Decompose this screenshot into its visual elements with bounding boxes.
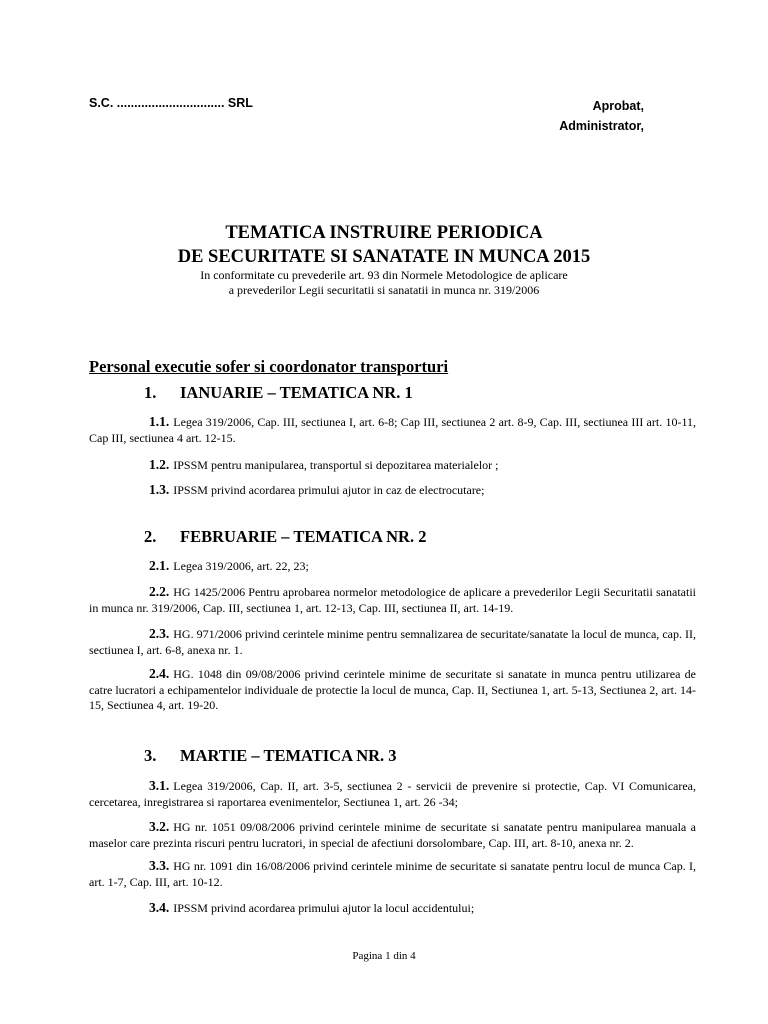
item-number: 3.4. (149, 900, 170, 915)
list-item (89, 482, 696, 499)
list-item (89, 626, 696, 658)
list-item (89, 778, 696, 810)
month-heading-ianuarie (144, 383, 413, 403)
list-item (89, 558, 696, 575)
list-item (89, 900, 696, 917)
month-number: 1. (144, 383, 157, 402)
month-title: IANUARIE – TEMATICA NR. 1 (180, 383, 413, 402)
list-item (89, 457, 696, 474)
item-text: IPSSM privind acordarea primului ajutor la locul accidentului; (173, 901, 475, 915)
item-number: 2.2. (149, 584, 170, 599)
list-item (89, 414, 696, 446)
item-number: 3.3. (149, 858, 170, 873)
item-text: Legea 319/2006, Cap. II, art. 3-5, sectiunea 2 - servicii de prevenire si protectie, Cap. VI Comunicarea, cercetarea, inregistrarea si raportarea evenimentelor, Sectiunea 1, art. 26 -34; (89, 779, 696, 809)
company-name: S.C. ............................... SRL (89, 96, 253, 110)
month-number: 2. (144, 527, 157, 546)
month-heading-februarie (144, 527, 426, 547)
approval-block (559, 96, 644, 136)
item-text: HG nr. 1051 09/08/2006 privind cerintele minime de securitate si sanatate pentru manipularea manuala a maselor care prezinta riscuri pentru lucratori, in special de afectiuni dorsolombare, Cap. III, art. 8-10, anexa nr. 2. (89, 820, 696, 850)
item-number: 2.1. (149, 558, 170, 573)
item-number: 3.1. (149, 778, 170, 793)
item-text: HG. 971/2006 privind cerintele minime pentru semnalizarea de securitate/sanatate la locul de munca, cap. II, sectiunea I, art. 6-8, anexa nr. 1. (89, 627, 696, 657)
item-text: HG 1425/2006 Pentru aprobarea normelor metodologice de aplicare a prevederilor Legii Securitatii sanatatii in munca nr. 319/2006, Cap. III, sectiunea 1, art. 12-13, Cap. III, sectiunea II, art. 14-19. (89, 585, 696, 615)
item-number: 3.2. (149, 819, 170, 834)
item-text: IPSSM pentru manipularea, transportul si depozitarea materialelor ; (173, 458, 499, 472)
item-number: 2.3. (149, 626, 170, 641)
item-number: 1.3. (149, 482, 170, 497)
item-text: Legea 319/2006, art. 22, 23; (173, 559, 309, 573)
document-subtitle: In conformitate cu prevederile art. 93 din Normele Metodologice de aplicare a prevederilor Legii securitatii si sanatatii in munca nr. 319/2006 (200, 268, 568, 297)
administrator-label: Administrator, (559, 119, 644, 133)
item-number: 1.2. (149, 457, 170, 472)
month-heading-martie (144, 746, 397, 766)
section-heading: Personal executie sofer si coordonator transporturi (89, 357, 449, 376)
item-text: HG nr. 1091 din 16/08/2006 privind cerintele minime de securitate si sanatate pentru locul de munca Cap. I, art. 1-7, Cap. III, art. 10-12. (89, 859, 696, 889)
page-footer: Pagina 1 din 4 (352, 950, 416, 962)
approved-label: Aprobat, (592, 99, 644, 113)
document-title-line2: DE SECURITATE SI SANATATE IN MUNCA 2015 (177, 247, 591, 267)
list-item (89, 666, 696, 714)
document-title-line1: TEMATICA INSTRUIRE PERIODICA (225, 223, 543, 243)
list-item (89, 858, 696, 890)
item-number: 2.4. (149, 666, 170, 681)
month-number: 3. (144, 746, 157, 765)
list-item (89, 584, 696, 616)
month-title: FEBRUARIE – TEMATICA NR. 2 (180, 527, 427, 546)
item-text: Legea 319/2006, Cap. III, sectiunea I, art. 6-8; Cap III, sectiunea 2 art. 8-9, Cap. III, sectiunea III art. 10-11, Cap III, sectiunea 4 art. 12-15. (89, 415, 696, 445)
month-title: MARTIE – TEMATICA NR. 3 (180, 746, 397, 765)
item-text: IPSSM privind acordarea primului ajutor in caz de electrocutare; (173, 483, 485, 497)
list-item (89, 819, 696, 851)
item-number: 1.1. (149, 414, 170, 429)
item-text: HG. 1048 din 09/08/2006 privind cerintele minime de securitate si sanatate in munca pentru utilizarea de catre lucratori a echipamentelor individuale de protectie la locul de munca, Cap. II, Sectiunea 1, art. 5-13, Sectiunea 2, art. 14-15, Sectiunea 4, art. 19-20. (89, 667, 696, 712)
